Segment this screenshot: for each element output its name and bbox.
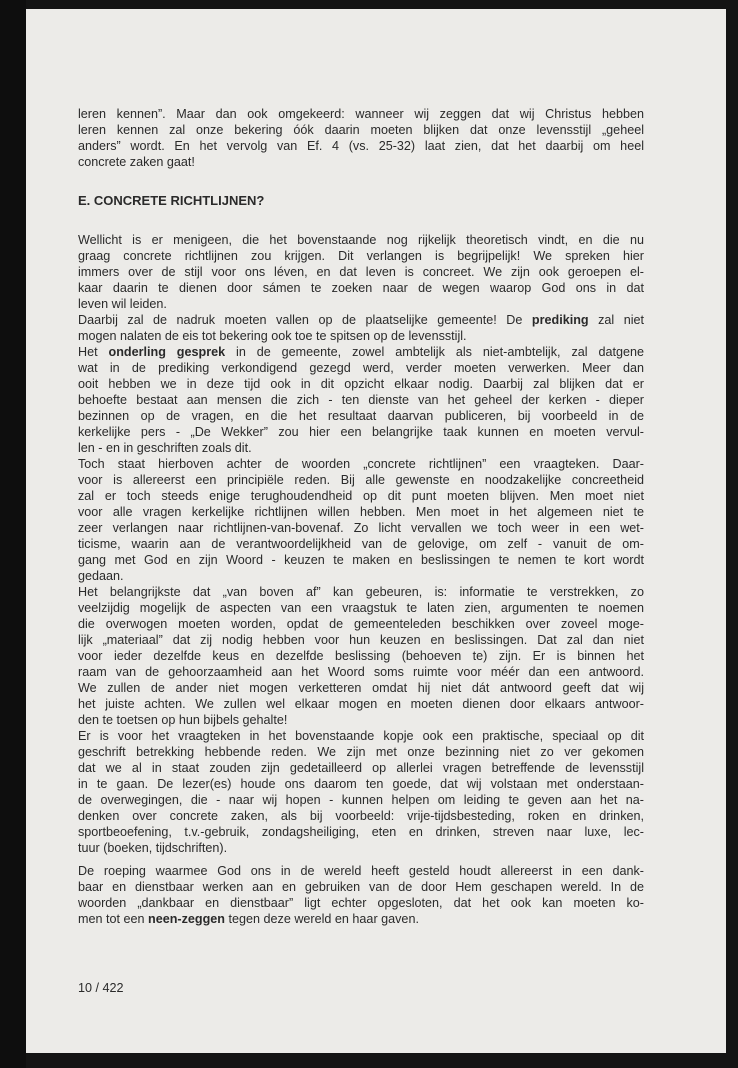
paragraph xyxy=(78,863,644,927)
page-number: 10 / 422 xyxy=(78,981,124,995)
text-line: die overwogen moeten worden, opdat de gemeenteleden beschikken over zoveel moge- xyxy=(78,617,644,631)
text-line: zeer verlangen naar richtlijnen-van-bovenaf. Zo licht vervallen we toch weer in een wet- xyxy=(78,521,644,535)
paragraph xyxy=(78,456,644,584)
bold-term: prediking xyxy=(531,313,589,327)
text-line: sportbeoefening, t.v.-gebruik, zondagsheiliging, eten en drinken, streven naar luxe, lec- xyxy=(78,825,644,839)
text-segment: tegen deze wereld en haar gaven. xyxy=(225,912,419,926)
text-line: Toch staat hierboven achter de woorden „concrete richtlijnen” een vraagteken. Daar- xyxy=(78,457,644,471)
document-page xyxy=(26,9,726,1053)
text-line: geschrift betrekking hebbende reden. We zijn met onze bezinning niet zo ver gekomen xyxy=(78,745,644,759)
bold-term: neen-zeggen xyxy=(148,912,225,926)
scan-border xyxy=(0,0,26,1068)
text-segment: in de gemeente, zowel ambtelijk als niet-ambtelijk, zal datgene xyxy=(225,345,644,359)
text-line: veelzijdig mogelijk de aspecten van een vraagstuk te laten zien, argumenten te noemen xyxy=(78,601,644,615)
text-line: leren kennen zal onze bekering óók daarin moeten blijken dat onze levensstijl „geheel xyxy=(78,123,644,137)
text-line: lijk „materiaal” dat zij nodig hebben voor hun keuzen en beslissingen. Dat zal dan niet xyxy=(78,633,644,647)
paragraph xyxy=(78,584,644,728)
text-line: voor ieder dezelfde keus en dezelfde beslissing (behoeven te) zijn. Er is binnen het xyxy=(78,649,644,663)
body-text xyxy=(78,106,644,927)
text-line xyxy=(78,911,644,927)
text-line: kaar daarin te dienen door sámen te zoeken naar de wegen waarop God ons in dat xyxy=(78,281,644,295)
text-line: behoefte bestaat aan mensen die zich - ten dienste van het geheel der kerken - dieper xyxy=(78,393,644,407)
paragraph xyxy=(78,728,644,856)
bold-term: onderling gesprek xyxy=(108,345,226,359)
text-line: concrete zaken gaat! xyxy=(78,155,195,169)
text-line: denken over concrete zaken, als bij voorbeeld: vrije-tijdsbesteding, roken en drinken, xyxy=(78,809,644,823)
text-line: den te toetsen op hun bijbels gehalte! xyxy=(78,713,288,727)
text-line xyxy=(78,312,644,328)
text-line: het juiste achten. We zullen wel elkaar mogen en moeten dienen door elkaars antwoor- xyxy=(78,697,644,711)
text-line: Wellicht is er menigeen, die het bovenstaande nog rijkelijk theoretisch vindt, en die nu xyxy=(78,233,644,247)
text-line: De roeping waarmee God ons in de wereld heeft gesteld houdt allereerst in een dank- xyxy=(78,864,644,878)
text-line xyxy=(78,344,644,360)
text-line: voor alle vragen kerkelijke richtlijnen willen hebben. Men moet in het algemeen niet te xyxy=(78,505,644,519)
text-line: tuur (boeken, tijdschriften). xyxy=(78,841,228,855)
text-line: We zullen de ander niet mogen verketteren omdat hij niet dát antwoord geeft dat wij xyxy=(78,681,644,695)
text-line: anders” wordt. En het vervolg van Ef. 4 (vs. 25-32) laat zien, dat het daarbij om heel xyxy=(78,139,644,153)
text-line: zal er toch steeds enige terughoudendheid op dit punt moeten blijven. Men moet niet xyxy=(78,489,644,503)
text-line: in te gaan. De lezer(es) houde ons daarom ten goede, dat wij volstaan met onderstaan- xyxy=(78,777,644,791)
text-line: immers over de stijl voor ons léven, en dat leven is concreet. We zijn ook geroepen el- xyxy=(78,265,644,279)
text-line: ticisme, waarin aan de verantwoordelijkheid van de gelovige, om zelf - vanuit de om- xyxy=(78,537,644,551)
paragraph xyxy=(78,312,644,344)
text-line: len - en in geschriften zoals dit. xyxy=(78,441,252,455)
text-segment: Daarbij zal de nadruk moeten vallen op de plaatselijke gemeente! De xyxy=(78,313,532,327)
text-line: dat we al in staat zouden zijn gedetailleerd op allerlei vragen betreffende de levensstijl xyxy=(78,761,644,775)
text-line: kerkelijke pers - „De Wekker” zou hier een belangrijke taak kunnen en moeten vervul- xyxy=(78,425,644,439)
text-segment: zal niet xyxy=(588,313,645,327)
text-line: ooit hebben we in deze tijd ook in dit opzicht elkaar nodig. Daarbij zal blijken dat er xyxy=(78,377,644,391)
text-line: gang met God en zijn Woord - keuzen te maken en beslissingen te nemen te kort wordt xyxy=(78,553,644,567)
text-line: mogen nalaten de eis tot bekering ook toe te spitsen op de levensstijl. xyxy=(78,329,467,343)
paragraph xyxy=(78,106,644,170)
text-line: Het belangrijkste dat „van boven af” kan gebeuren, is: informatie te verstrekken, zo xyxy=(78,585,644,599)
text-segment: men tot een xyxy=(78,912,149,926)
section-heading: E. CONCRETE RICHTLIJNEN? xyxy=(78,193,265,208)
text-line: leren kennen”. Maar dan ook omgekeerd: wanneer wij zeggen dat wij Christus hebben xyxy=(78,107,644,121)
text-line: wat in de prediking verkondigend gezegd werd, verder moeten verwerken. Meer dan xyxy=(78,361,644,375)
text-line: bezinnen op de vragen, en die het resultaat daarvan publiceren, bij voorbeeld in de xyxy=(78,409,644,423)
paragraph xyxy=(78,232,644,312)
text-line: voor is allereerst een principiële reden. Bij alle gewenste en noodzakelijke concreetheid xyxy=(78,473,644,487)
text-line: de overwegingen, die - naar wij hopen - kunnen helpen om leiding te geven aan het na- xyxy=(78,793,644,807)
text-line: woorden „dankbaar en dienstbaar” ligt echter opgesloten, dat het ook kan moeten ko- xyxy=(78,896,644,910)
text-line: graag concrete richtlijnen zou krijgen. Dit verlangen is begrijpelijk! We spreken hier xyxy=(78,249,644,263)
paragraph xyxy=(78,344,644,456)
text-line: gedaan. xyxy=(78,569,124,583)
text-line: leven wil leiden. xyxy=(78,297,167,311)
text-segment: Het xyxy=(78,345,109,359)
text-line: baar en dienstbaar werken aan en gebruiken van de door Hem geschapen wereld. In de xyxy=(78,880,644,894)
text-line: Er is voor het vraagteken in het bovenstaande kopje ook een praktische, speciaal op dit xyxy=(78,729,644,743)
text-line: raam van de gehoorzaamheid aan het Woord soms ruimte voor méér dan een antwoord. xyxy=(78,665,644,679)
